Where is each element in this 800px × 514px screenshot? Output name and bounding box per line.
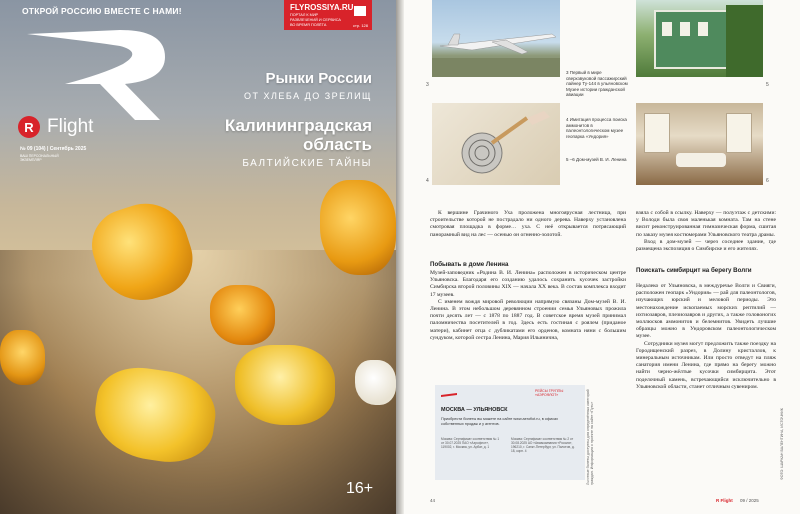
paragraph: взяла с собой в ссылку. Наверху — полуэтаж с детскими: у Володи была своя маленькая комната. Там на стене висит реконструированная гимназическая форма, сшитая по заказу музея костюмерами Ульяновского театра драмы. <box>636 210 776 238</box>
age-rating: 16+ <box>346 480 374 497</box>
logo-word: Flight <box>47 116 94 137</box>
ticket-brand: РЕЙСЫ ГРУППЫ «АЭРОФЛОТ» <box>535 389 564 397</box>
aeroflot-ticket-info <box>435 385 585 480</box>
subheading-simbircite: Поискать симбирцит на берегу Волги <box>636 267 752 274</box>
paragraph: Вход в дом-музей — через соседнее здание, где размещена экспозиция о Симбирске и его жителях. <box>636 238 776 253</box>
photo-interior <box>636 103 763 185</box>
ad-page-ref: стр. 128 <box>353 23 368 28</box>
cover-slogan: ОТКРОЙ РОССИЮ ВМЕСТЕ С НАМИ! <box>22 6 182 16</box>
footer-brand: R Flight <box>716 498 733 503</box>
paragraph: Недалеко от Ульяновска, в междуречье Волги и Свияги, расположен геопарк «Ундория» — рай для палеонтологов, изучающих юрский и меловой периоды. Это местонахождение ископаемых морских рептилий — ихтиозавров, плезиозавров и других, а также головоногих моллюсков аммонитов и белемнитов. Увидеть лучшие образцы можно в Ундоровском палеонтологическом музее. <box>636 283 776 340</box>
page-number-left: 44 <box>430 498 436 503</box>
subheading-lenin: Побывать в доме Ленина <box>430 261 509 268</box>
ad-site: FLYROSSIYA.RU <box>290 3 354 12</box>
photo-ammonite <box>432 103 560 185</box>
airplane-icon <box>441 391 457 399</box>
issue-number: № 09 (104) | Сентябрь 2025 <box>20 146 87 152</box>
ticket-route: МОСКВА — УЛЬЯНОВСК <box>441 407 508 413</box>
article-column-1 <box>430 210 626 239</box>
qr-icon <box>354 6 366 16</box>
ticket-legal-right: Москва: Сертификат соответствия № 2 от 30.08.2025 АО «Авиакомпания «Россия», 196210, г. Санкт-Петербург, ул. Пилотов, д. 18, корп. 4 <box>511 437 575 453</box>
photo-number: 3 <box>426 82 429 88</box>
cover-subhead-baltic: БАЛТИЙСКИЕ ТАЙНЫ <box>242 158 372 169</box>
amber-stone <box>0 330 45 385</box>
ammonite-icon <box>432 103 560 185</box>
cover-headline-markets: Рынки России <box>265 70 372 87</box>
paragraph: Сотрудники музея могут предложить также поездку на Городищенский разрез, в Долину кристаллов, к минеральным источникам. Или просто отведут на пляж санатория имени Ленина, где прямо на берегу можно найти черно-жёлтые кусочки симбирцита. Этот поделочный камень, встречающийся исключительно в Ульяновской области, станет отличным сувениром. <box>636 340 776 390</box>
paragraph: К вершине Грачиного Уха проложена многоярусная лестница, при строительстве которой не пострадало ни одного дерева. Наверху установлена смотровая площадка в форме… уха. С неё открывается потрясающий панорамный вид на лес — осенью он огненно-золотой. <box>430 210 626 238</box>
photo-credit: ФОТО: ШАРКАН ВАЛЕНТИНА, ИСТОЧНИК <box>780 408 784 480</box>
rossiya-r-logo <box>25 22 175 122</box>
article-column-2b <box>636 283 776 391</box>
flyrossiya-ad[interactable] <box>284 0 372 30</box>
cover-headline-kaliningrad: Калининградская <box>224 116 372 135</box>
cover-headline-region: область <box>303 135 372 154</box>
article-column-2 <box>636 210 776 253</box>
magazine-spine <box>396 0 404 514</box>
photo-number: 6 <box>766 178 769 184</box>
amber-stone <box>320 180 396 275</box>
magazine-cover <box>0 0 396 514</box>
photo-tu144 <box>432 0 560 77</box>
footer-issue: 09 / 2025 <box>740 498 759 503</box>
photo-number: 5 <box>766 82 769 88</box>
article-column-1b <box>430 270 626 342</box>
caption-lenin-house: 5 –6 Дом-музей В. И. Ленина <box>566 157 627 162</box>
airplane-icon <box>432 0 560 77</box>
sand-background <box>0 250 396 514</box>
logo-letter: R <box>18 116 40 138</box>
paragraph: Музей-заповедник «Родина В. И. Ленина» расположен в историческом центре Ульяновска. Благодаря его созданию удалось сохранить кусочек застройки Симбирска второй половины XIX — начала XX века. В состав комплекса входит 17 музеев. <box>430 270 626 298</box>
ticket-legal-left: Москва: Сертификат соответствия № 1 от 30.07.2025 ПАО «Аэрофлот», 119002, г. Москва, ул. Арбат, д. 1 <box>441 437 500 449</box>
flight-logo <box>18 116 93 138</box>
amber-stone <box>355 360 396 405</box>
cover-subhead-markets: ОТ ХЛЕБА ДО ЗРЕЛИЩ <box>244 91 372 101</box>
photo-wooden-house <box>636 0 763 77</box>
caption-tu144: 3 Первый в мире сверхзвуковой пассажирский лайнер Ту-144 в ульяновском Музее истории гражданской авиации <box>566 70 628 97</box>
issue-note: ВАШ ПЕРСОНАЛЬНЫЙ ЭКЗЕМПЛЯР <box>20 154 59 162</box>
amber-stone <box>210 285 275 345</box>
paragraph: С именем вождя мировой революции напрямую связаны Дом-музей В. И. Ленина. В этом небольшом деревянном строении семья Ульяновых прожила почти десять лет — с 1878 по 1887 год. В советское время музей принимал паломничества посетителей в год. Здесь есть гостиная с роялем (приданое матери), кабинет отца с дубликатами его орденов, комната няни с большим сундуком, которой сестра Ленина, Мария Ильинична, <box>430 298 626 341</box>
caption-ammonite: 4 Имитация процесса поиска аммонитов в палеонтологическом музее геопарка «Ундория» <box>566 117 627 139</box>
ad-description: ПОРТАЛ К МИР РАЗВЛЕЧЕНИЙ И СЕРВИСА ВО ВРЕМЯ ПОЛЁТА <box>290 13 341 27</box>
amber-stone <box>235 345 335 425</box>
photo-number: 4 <box>426 178 429 184</box>
ticket-text[interactable]: Приобрести билеты вы можете на сайте www.aeroflot.ru, в офисах собственных продаж и у агентов. <box>441 417 559 426</box>
vertical-note: Льготные билеты доступны для определённых категорий граждан. Информация о проекте на сайте «Путь» <box>586 389 594 485</box>
